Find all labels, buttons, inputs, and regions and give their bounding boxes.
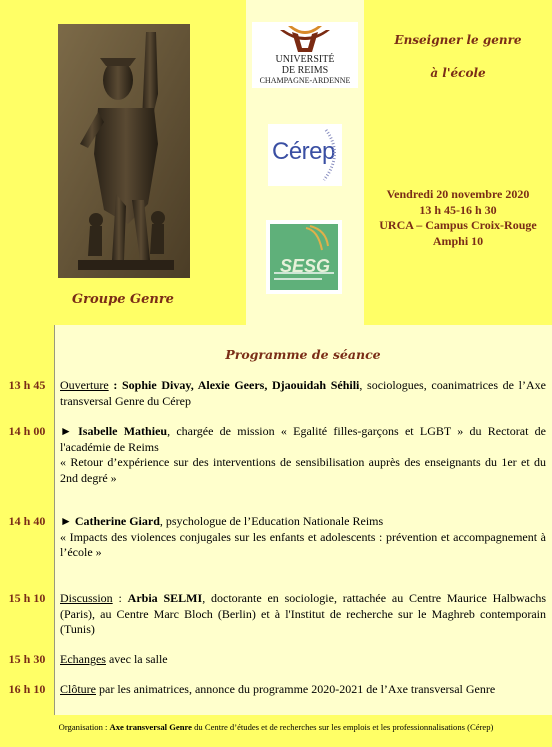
urca-line2: DE REIMS (281, 65, 329, 76)
item-label: Ouverture (60, 378, 109, 392)
cerep-logo (268, 124, 342, 186)
programme-title: Programme de séance (225, 347, 381, 362)
programme-item (60, 682, 546, 698)
statue-image (58, 24, 190, 278)
item-sep: : (112, 591, 128, 605)
item-names: Sophie Divay, Alexie Geers, Djaouidah Séhili (122, 378, 360, 392)
time-slot: 15 h 30 (8, 652, 46, 666)
item-talk: « Retour d’expérience sur des interventions de sensibilisation auprès des enseignants du 1er et du 2nd degré » (60, 455, 546, 485)
arrow-icon: ► (60, 424, 79, 438)
footer-text (0, 722, 552, 732)
item-speaker-line (60, 514, 546, 530)
programme-item (60, 652, 546, 668)
group-label: Groupe Genre (72, 292, 174, 307)
item-speaker-line (60, 424, 546, 455)
item-names: Catherine Giard (74, 514, 160, 528)
item-desc: avec la salle (105, 652, 168, 666)
item-names: Arbia SELMI (127, 591, 203, 605)
urca-wordmark (252, 54, 358, 85)
urca-line1: UNIVERSITÉ (275, 54, 335, 65)
sesg-wordmark: SESG (280, 256, 331, 276)
header (0, 0, 552, 325)
urca-line3: CHAMPAGNE-ARDENNE (259, 76, 351, 85)
sesg-logo (266, 220, 342, 294)
urca-emblem-icon (252, 22, 358, 56)
arrow-icon: ► (60, 514, 75, 528)
item-desc: , doctorante en sociologie, rattachée au Centre Maurice Halbwachs (Paris), au Centre Marc Bloch (Berlin) et à l'Institut de recherche sur le Maghreb contemporain (Tunis) (60, 591, 546, 636)
cerep-wordmark: Cérep (272, 138, 335, 165)
title-column (364, 0, 552, 325)
event-title-line2: à l'école (430, 66, 486, 80)
event-place: URCA – Campus Croix-Rouge (379, 218, 537, 232)
event-date: Vendredi 20 novembre 2020 (386, 187, 530, 201)
item-talk: « Impacts des violences conjugales sur les enfants et adolescents : prévention et accompagnement à l’école » (60, 529, 546, 559)
item-label: Discussion (60, 591, 113, 605)
statue-illustration (58, 24, 190, 278)
item-desc: , chargée de mission « Egalité filles-garçons et LGBT » du Rectorat de l'académie de Reims (60, 424, 546, 454)
item-desc: par les animatrices, annonce du programme 2020-2021 de l’Axe transversal Genre (96, 682, 496, 696)
time-slot: 14 h 40 (8, 514, 46, 528)
programme-section (0, 325, 552, 715)
programme-item (60, 378, 546, 409)
event-info (364, 187, 552, 249)
time-slot: 16 h 10 (8, 682, 46, 696)
event-title-line1: Enseigner le genre (394, 33, 522, 47)
programme-item (60, 591, 546, 638)
event-time: 13 h 45-16 h 30 (419, 202, 497, 217)
footer (0, 715, 552, 747)
urca-logo (252, 22, 358, 88)
time-slot: 13 h 45 (8, 378, 46, 392)
item-label: Clôture (60, 682, 96, 696)
footer-rest: du Centre d’études et de recherches sur les emplois et les professionnalisations (Cérep) (191, 722, 494, 732)
item-names: Isabelle Mathieu (78, 424, 168, 438)
item-sep: : (108, 378, 122, 392)
programme-item (60, 424, 546, 486)
item-label: Echanges (60, 652, 106, 666)
item-desc: , sociologues, coanimatrices de l’Axe transversal Genre du Cérep (60, 378, 546, 408)
time-slot: 15 h 10 (8, 591, 46, 605)
footer-org: Axe transversal Genre (109, 722, 192, 732)
footer-prefix: Organisation : (58, 722, 110, 732)
time-slot: 14 h 00 (8, 424, 46, 438)
event-room: Amphi 10 (432, 233, 484, 248)
cerep-arc-icon (268, 124, 342, 186)
programme-item (60, 514, 546, 561)
item-desc: , psychologue de l’Education Nationale Reims (159, 514, 384, 528)
